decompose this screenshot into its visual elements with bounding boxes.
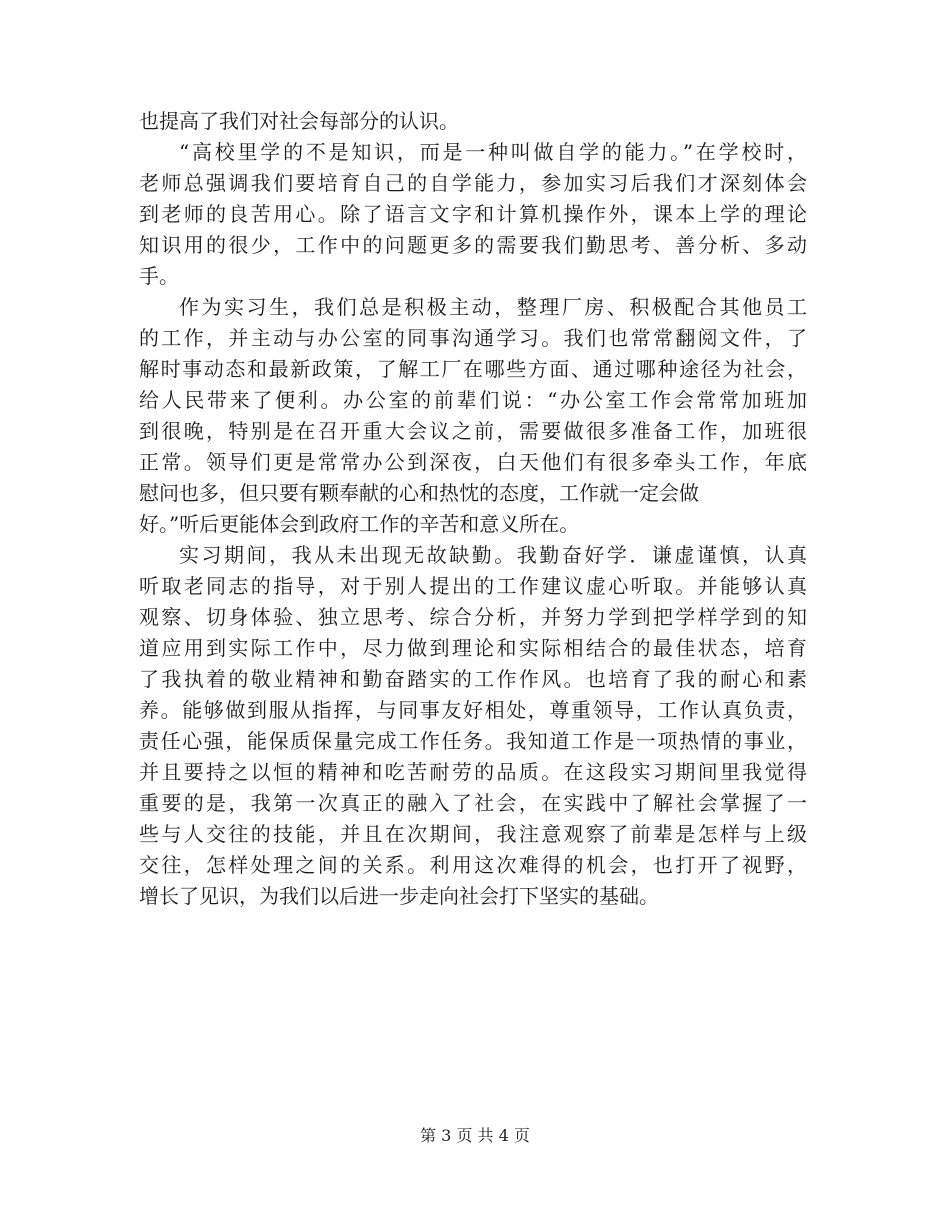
body-text-line: 老师总强调我们要培育自己的自学能力，参加实习后我们才深刻体会: [139, 171, 807, 195]
body-text-line: 手。: [139, 264, 179, 288]
body-text-line: “高校里学的不是知识，而是一种叫做自学的能力。”在学校时，: [179, 140, 807, 164]
body-text-line: 好。”听后更能体会到政府工作的辛苦和意义所在。: [139, 512, 580, 536]
body-text-line: 解时事动态和最新政策，了解工厂在哪些方面、通过哪种途径为社会，: [139, 357, 807, 381]
body-text-line: 给人民带来了便利。办公室的前辈们说：“办公室工作会常常加班加: [139, 388, 807, 412]
body-text-line: 知识用的很少，工作中的问题更多的需要我们勤思考、善分析、多动: [139, 233, 807, 257]
body-text-line: 交往，怎样处理之间的关系。利用这次难得的机会，也打开了视野，: [139, 853, 807, 877]
body-text-line: 责任心强，能保质保量完成工作任务。我知道工作是一项热情的事业，: [139, 729, 807, 753]
body-text-line: 作为实习生，我们总是积极主动，整理厂房、积极配合其他员工: [179, 295, 807, 319]
body-text-line: 并且要持之以恒的精神和吃苦耐劳的品质。在这段实习期间里我觉得: [139, 760, 807, 784]
page-number-footer: 第 3 页 共 4 页: [420, 1126, 530, 1145]
body-text-line: 慰问也多，但只要有颗奉献的心和热忱的态度，工作就一定会做: [139, 481, 699, 505]
body-text-line: 的工作，并主动与办公室的同事沟通学习。我们也常常翻阅文件，了: [139, 326, 807, 350]
body-text-line: 了我执着的敬业精神和勤奋踏实的工作作风。也培育了我的耐心和素: [139, 667, 807, 691]
body-text-line: 些与人交往的技能，并且在次期间，我注意观察了前辈是怎样与上级: [139, 822, 807, 846]
body-text-line: 也提高了我们对社会每部分的认识。: [139, 109, 459, 133]
body-text-line: 实习期间，我从未出现无故缺勤。我勤奋好学．谦虚谨慎，认真: [179, 543, 807, 567]
body-text-line: 正常。领导们更是常常办公到深夜，白天他们有很多牵头工作，年底: [139, 450, 807, 474]
body-text-line: 增长了见识，为我们以后进一步走向社会打下坚实的基础。: [139, 884, 659, 908]
body-text-line: 道应用到实际工作中，尽力做到理论和实际相结合的最佳状态，培育: [139, 636, 807, 660]
body-text-line: 重要的是，我第一次真正的融入了社会，在实践中了解社会掌握了一: [139, 791, 807, 815]
document-body: [139, 106, 807, 912]
body-text-line: 到老师的良苦用心。除了语言文字和计算机操作外，课本上学的理论: [139, 202, 807, 226]
body-text-line: 养。能够做到服从指挥，与同事友好相处，尊重领导，工作认真负责，: [139, 698, 807, 722]
body-text-line: 到很晚，特别是在召开重大会议之前，需要做很多准备工作，加班很: [139, 419, 807, 443]
body-text-line: 观察、切身体验、独立思考、综合分析，并努力学到把学样学到的知: [139, 605, 807, 629]
body-text-line: 听取老同志的指导，对于别人提出的工作建议虚心听取。并能够认真: [139, 574, 807, 598]
